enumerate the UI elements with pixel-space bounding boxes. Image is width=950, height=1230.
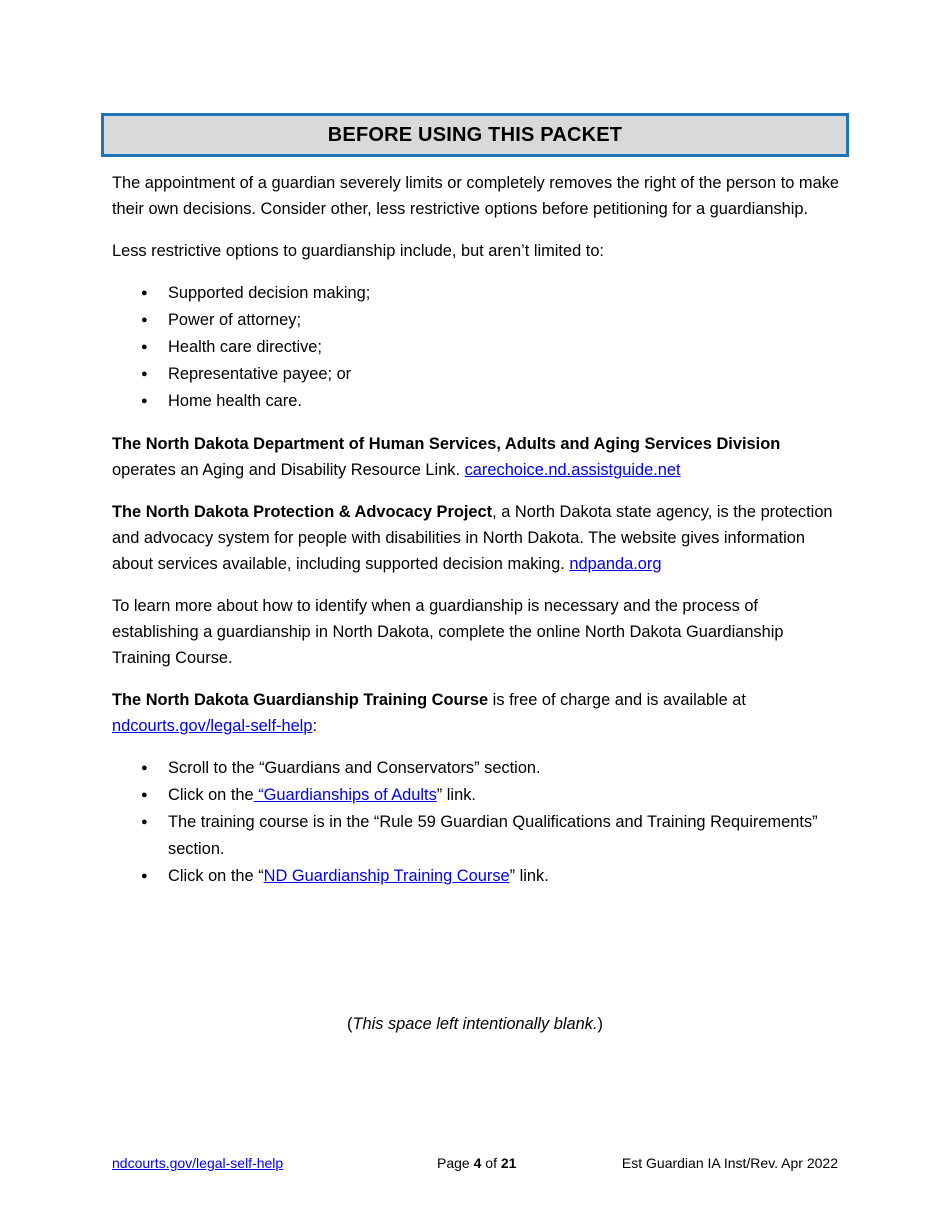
paren-open: ( [346, 1015, 353, 1033]
page-footer [112, 1155, 838, 1175]
section-title-box [101, 113, 849, 157]
form-identifier: Est Guardian IA Inst/Rev. Apr 2022 [621, 1155, 838, 1171]
course-colon: : [312, 717, 318, 735]
list-item [168, 863, 842, 890]
options-intro: Less restrictive options to guardianship include, but aren’t limited to: [112, 242, 604, 260]
list-item: ● Representative payee; or [168, 361, 842, 388]
carechoice-link[interactable]: carechoice.nd.assistguide.net [464, 461, 681, 479]
page-label: Page [437, 1155, 474, 1171]
steps-list [112, 755, 842, 890]
course-name: The North Dakota Guardianship Training Course [112, 691, 489, 709]
pa-description: , a North Dakota state agency, is the protection and advocacy system for people with disabilities in North Dakota. The website gives information about services available, including supported decision making. [112, 503, 833, 573]
list-item: ● Scroll to the “Guardians and Conservators” section. [168, 755, 842, 782]
blank-space-text: This space left intentionally blank. [352, 1015, 598, 1033]
dhs-description: operates an Aging and Disability Resource Link. [112, 461, 465, 479]
pa-paragraph [112, 499, 842, 577]
paren-close: ) [597, 1015, 604, 1033]
course-paragraph [112, 687, 842, 739]
page-of: of [481, 1155, 501, 1171]
footer-link[interactable]: ndcourts.gov/legal-self-help [112, 1155, 284, 1171]
training-course-link[interactable]: ND Guardianship Training Course [263, 867, 510, 885]
intro-paragraph: The appointment of a guardian severely limits or completely removes the right of the person to make their own decisions. Consider other, less restrictive options before petitioning for a guardianship. [112, 174, 840, 218]
dhs-agency-name: The North Dakota Department of Human Services, Adults and Aging Services Division [112, 435, 781, 453]
list-item: ● Supported decision making; [168, 280, 842, 307]
step-text: Click on the “ [168, 867, 264, 885]
pa-agency-name: The North Dakota Protection & Advocacy Project [112, 503, 493, 521]
list-item: ● Home health care. [168, 388, 842, 415]
document-body [112, 170, 842, 906]
guardianships-of-adults-link[interactable]: “Guardianships of Adults [253, 786, 437, 804]
list-item [168, 782, 842, 809]
ndpanda-link[interactable]: ndpanda.org [569, 555, 662, 573]
course-description: is free of charge and is available at [488, 691, 746, 709]
page-current: 4 [473, 1155, 482, 1171]
dhs-paragraph [112, 431, 842, 483]
page-number [437, 1155, 516, 1171]
step-text: ” link. [436, 786, 476, 804]
list-item: ● Health care directive; [168, 334, 842, 361]
page-total: 21 [500, 1155, 517, 1171]
section-title: BEFORE USING THIS PACKET [327, 123, 623, 146]
legal-self-help-link[interactable]: ndcourts.gov/legal-self-help [112, 717, 313, 735]
options-list [112, 280, 842, 415]
list-item: ● The training course is in the “Rule 59 Guardian Qualifications and Training Requirements” section. [168, 809, 842, 863]
step-text: Click on the [168, 786, 254, 804]
step-text: ” link. [509, 867, 549, 885]
blank-space-note [0, 1015, 950, 1034]
learn-more-paragraph: To learn more about how to identify when a guardianship is necessary and the process of establishing a guardianship in North Dakota, complete the online North Dakota Guardianship Training Course. [112, 597, 784, 667]
list-item: ● Power of attorney; [168, 307, 842, 334]
